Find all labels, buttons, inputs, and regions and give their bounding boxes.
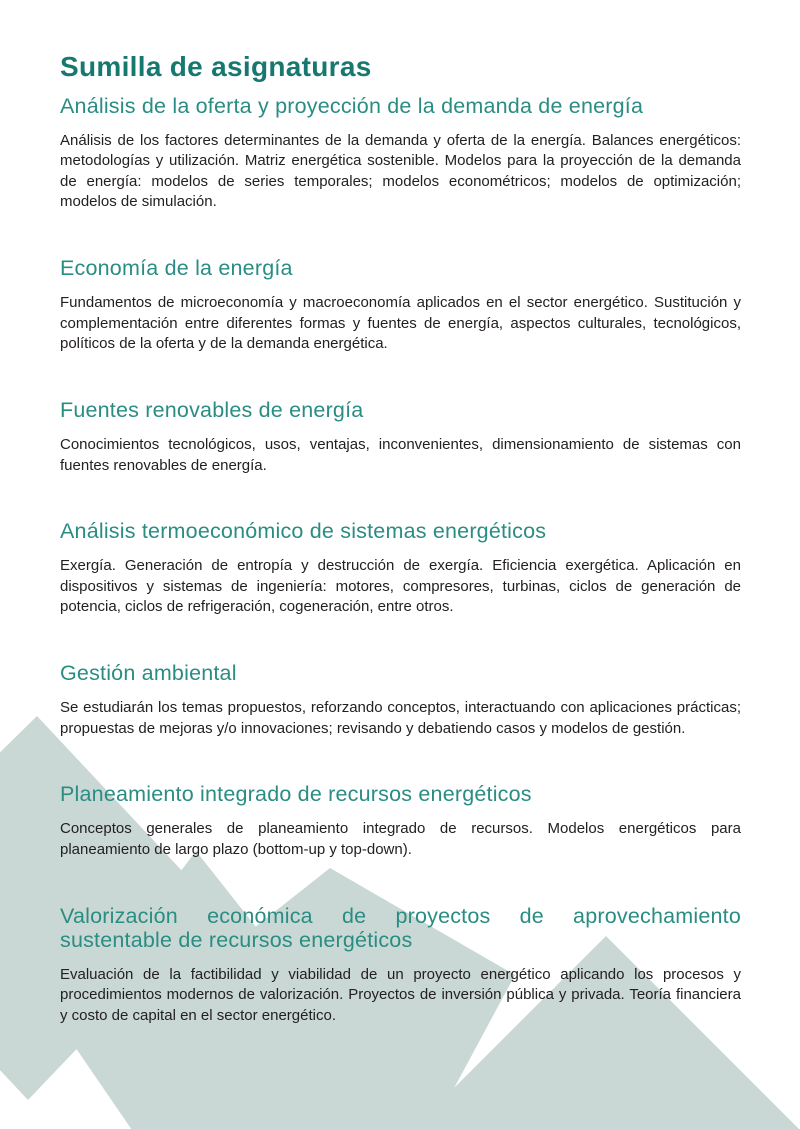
section-body: Se estudiarán los temas propuestos, reforzando conceptos, interactuando con aplicaciones prácticas; propuestas de mejoras y/o innovaciones; revisando y debatiendo casos y modelos de gestión. [60, 699, 741, 737]
section-body: Evaluación de la factibilidad y viabilidad de un proyecto energético aplicando los procesos y procedimientos modernos de valorización. Proyectos de inversión pública y privada. Teoría financiera y costo de capital en el sector energético. [60, 965, 741, 1024]
course-section-2 [60, 256, 741, 355]
section-heading: Análisis termoeconómico de sistemas energéticos [60, 519, 547, 544]
section-body: Exergía. Generación de entropía y destrucción de exergía. Eficiencia exergética. Aplicación en dispositivos y sistemas de ingeniería: motores, compresores, turbinas, ciclos de generación de potencia, ciclos de refrigeración, cogeneración, entre otros. [60, 557, 741, 616]
page-title: Sumilla de asignaturas [60, 51, 372, 82]
course-section-4 [60, 519, 741, 618]
section-heading: Análisis de la oferta y proyección de la demanda de energía [60, 93, 644, 118]
section-body: Conceptos generales de planeamiento integrado de recursos. Modelos energéticos para planeamiento de largo plazo (bottom-up y top-down). [60, 820, 741, 858]
course-section-5 [60, 661, 741, 739]
course-section-1 [60, 94, 741, 214]
course-section-3 [60, 398, 741, 476]
course-section-6 [60, 782, 741, 860]
course-section-7 [60, 904, 741, 1027]
section-body: Fundamentos de microeconomía y macroeconomía aplicados en el sector energético. Sustitución y complementación entre diferentes formas y fuentes de energía, aspectos culturales, tecnológicos, políticos de la oferta y de la demanda energética. [60, 294, 741, 353]
section-heading: Planeamiento integrado de recursos energéticos [60, 782, 532, 807]
section-heading: Economía de la energía [60, 256, 293, 281]
section-heading: Valorización económica de proyectos de aprovechamiento sustentable de recursos energéticos [60, 903, 741, 952]
document-content [60, 50, 741, 1026]
section-body: Análisis de los factores determinantes de la demanda y oferta de la energía. Balances energéticos: metodologías y utilización. Matriz energética sostenible. Modelos para la proyección de la demanda de energía: modelos de series temporales; modelos econométricos; modelos de optimización; modelos de simulación. [60, 131, 741, 211]
section-heading: Fuentes renovables de energía [60, 397, 364, 422]
section-body: Conocimientos tecnológicos, usos, ventajas, inconvenientes, dimensionamiento de sistemas con fuentes renovables de energía. [60, 435, 741, 474]
section-heading: Gestión ambiental [60, 661, 237, 686]
